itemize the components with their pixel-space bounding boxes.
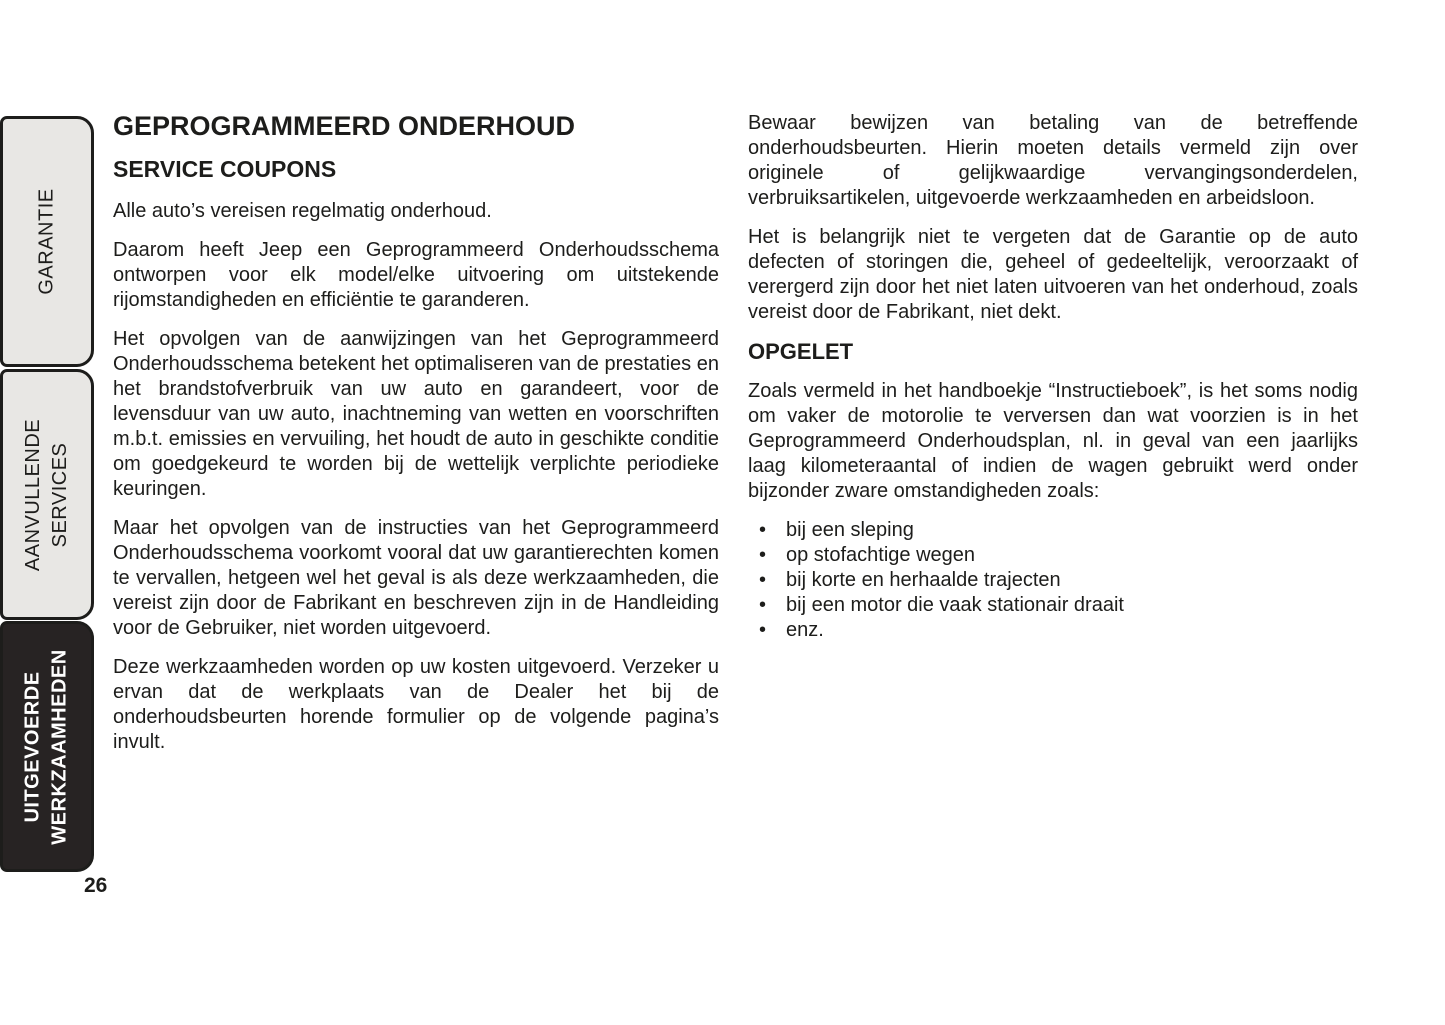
- list-item: • op stofachtige wegen: [748, 543, 1358, 568]
- paragraph: Zoals vermeld in het handboekje “Instructieboek”, is het soms nodig om vaker de motorolie te verversen dan wat voorzien is in het Geprogrammeerd Onderhoudsplan, nl. in geval van een jaarlijks laag kilometeraantal of indien de wagen gebruikt werd onder bijzonder zware omstandigheden zoals:: [748, 380, 1358, 502]
- right-column: [748, 111, 1358, 643]
- paragraph: Alle auto’s vereisen regelmatig onderhoud.: [113, 200, 492, 222]
- section-subtitle: SERVICE COUPONS: [113, 156, 337, 182]
- list-item: • enz.: [748, 618, 1358, 643]
- paragraph: Maar het opvolgen van de instructies van het Geprogrammeerd Onderhoudsschema voorkomt vooral dat uw garantierechten komen te vervallen, hetgeen wel het geval is als deze werkzaamheden, die vereist zijn door de Fabrikant en beschreven zijn in de Handleiding voor de Gebruiker, niet worden uitgevoerd.: [113, 517, 719, 639]
- paragraph: Deze werkzaamheden worden op uw kosten uitgevoerd. Verzeker u ervan dat de werkplaats van de Dealer het bij de onderhoudsbeurten horende formulier op de volgende pagina’s invult.: [113, 656, 719, 753]
- tab-garantie: [0, 116, 94, 367]
- tab-aanvullende-services-label: [20, 418, 74, 570]
- tab-aanvullende-services: [0, 369, 94, 620]
- paragraph: Daarom heeft Jeep een Geprogrammeerd Onderhoudsschema ontworpen voor elk model/elke uitvoering om uitstekende rijomstandigheden en efficiëntie te garanderen.: [113, 239, 719, 311]
- attention-heading: OPGELET: [748, 339, 854, 364]
- tab-uitgevoerde-werkzaamheden: [0, 621, 94, 872]
- tab-werkzaamheden-line: WERKZAAMHEDEN: [49, 648, 72, 845]
- tab-garantie-line: GARANTIE: [35, 188, 58, 295]
- tab-uitgevoerde-werkzaamheden-label: [20, 649, 74, 844]
- page-number: 26: [84, 874, 108, 897]
- tab-aanvullende-line: AANVULLENDE: [22, 418, 44, 571]
- paragraph: Het is belangrijk niet te vergeten dat de Garantie op de auto defecten of storingen die, geheel of gedeeltelijk, veroorzaakt of verergerd zijn door het niet laten uitvoeren van het onderhoud, zoals vereist door de Fabrikant, niet dekt.: [748, 226, 1358, 323]
- conditions-list: [748, 518, 1358, 643]
- tab-garantie-label: [34, 188, 61, 294]
- left-column: [113, 111, 719, 769]
- list-item: • bij een motor die vaak stationair draait: [748, 593, 1358, 618]
- tab-services-line: SERVICES: [49, 442, 71, 547]
- section-title: GEPROGRAMMEERD ONDERHOUD: [113, 111, 576, 141]
- tab-uitgevoerde-line: UITGEVOERDE: [22, 670, 45, 823]
- paragraph: Bewaar bewijzen van betaling van de betreffende onderhoudsbeurten. Hierin moeten details vermeld zijn over originele of gelijkwaardige vervangingsonderdelen, verbruiksartikelen, uitgevoerde werkzaamheden en arbeidsloon.: [748, 112, 1358, 209]
- list-item: • bij korte en herhaalde trajecten: [748, 568, 1358, 593]
- list-item: • bij een sleping: [748, 518, 1358, 543]
- paragraph: Het opvolgen van de aanwijzingen van het Geprogrammeerd Onderhoudsschema betekent het optimaliseren van de prestaties en het brandstofverbruik van uw auto en garandeert, voor de levensduur van uw auto, inachtneming van wetten en voorschriften m.b.t. emissies en vervuiling, het houdt de auto in geschikte conditie om goedgekeurd te worden bij de wettelijk verplichte periodieke keuringen.: [113, 328, 719, 500]
